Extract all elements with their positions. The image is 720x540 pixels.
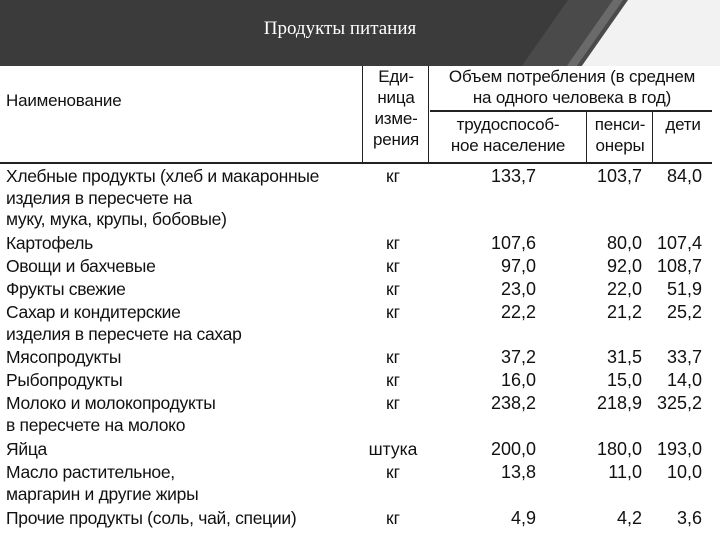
column-divider — [652, 110, 653, 162]
pensioners-value: 80,0 — [606, 233, 642, 253]
working-value: 133,7 — [490, 166, 536, 186]
working-value: 4,9 — [510, 508, 536, 528]
column-divider — [586, 110, 587, 162]
children-value: 108,7 — [656, 256, 702, 276]
product-name: Прочие продукты (соль, чай, специи) — [6, 508, 297, 528]
children-value: 51,9 — [666, 279, 702, 299]
pensioners-value: 15,0 — [606, 370, 642, 390]
product-name: Рыбопродукты — [6, 370, 123, 390]
children-value: 33,7 — [666, 347, 702, 367]
unit-cell: кг — [385, 508, 401, 528]
pensioners-value: 92,0 — [606, 256, 642, 276]
pensioners-value: 180,0 — [596, 439, 642, 459]
unit-cell: кг — [385, 462, 401, 482]
unit-cell: кг — [385, 370, 401, 390]
working-value: 23,0 — [500, 279, 536, 299]
unit-cell: кг — [385, 393, 401, 413]
children-value: 25,2 — [666, 302, 702, 322]
unit-cell: штука — [368, 439, 418, 459]
working-value: 37,2 — [500, 347, 536, 367]
working-value: 22,2 — [500, 302, 536, 322]
column-divider — [428, 66, 429, 162]
children-value: 14,0 — [666, 370, 702, 390]
unit-cell: кг — [385, 279, 401, 299]
header-bottom-rule — [0, 162, 712, 164]
food-consumption-table — [0, 66, 720, 540]
children-value: 107,4 — [656, 233, 702, 253]
product-name: Сахар и кондитерские изделия в пересчете на сахар — [6, 302, 242, 344]
column-header-name: Наименование — [6, 91, 122, 110]
slide-title: Продукты питания — [263, 18, 417, 39]
unit-cell: кг — [385, 233, 401, 253]
product-name: Фрукты свежие — [6, 279, 126, 299]
column-divider — [362, 66, 363, 162]
product-name: Масло растительное, маргарин и другие жиры — [6, 462, 199, 504]
column-header-unit: Еди- ница изме- рения — [373, 67, 419, 149]
product-name: Мясопродукты — [6, 347, 122, 367]
working-value: 200,0 — [490, 439, 536, 459]
unit-cell: кг — [385, 347, 401, 367]
column-header-consumption: Объем потребления (в среднем на одного человека в год) — [448, 67, 696, 107]
working-value: 238,2 — [490, 393, 536, 413]
working-value: 107,6 — [490, 233, 536, 253]
working-value: 97,0 — [500, 256, 536, 276]
product-name: Яйца — [6, 439, 47, 459]
pensioners-value: 21,2 — [606, 302, 642, 322]
product-name: Овощи и бахчевые — [6, 256, 156, 276]
pensioners-value: 103,7 — [596, 166, 642, 186]
children-value: 10,0 — [666, 462, 702, 482]
working-value: 13,8 — [500, 462, 536, 482]
children-value: 3,6 — [676, 508, 702, 528]
pensioners-value: 22,0 — [606, 279, 642, 299]
working-value: 16,0 — [500, 370, 536, 390]
children-value: 84,0 — [666, 166, 702, 186]
column-header-working-population: трудоспособ- ное население — [450, 115, 566, 155]
product-name: Молоко и молокопродукты в пересчете на молоко — [6, 393, 216, 435]
slide-header — [0, 0, 720, 66]
product-name: Хлебные продукты (хлеб и макаронные изделия в пересчете на муку, мука, крупы, бобовые) — [6, 166, 320, 229]
pensioners-value: 31,5 — [606, 347, 642, 367]
column-header-children: дети — [665, 115, 701, 134]
product-name: Картофель — [6, 233, 94, 253]
children-value: 193,0 — [656, 439, 702, 459]
unit-cell: кг — [385, 256, 401, 276]
header-divider — [430, 110, 712, 112]
pensioners-value: 218,9 — [596, 393, 642, 413]
children-value: 325,2 — [656, 393, 702, 413]
unit-cell: кг — [385, 302, 401, 322]
pensioners-value: 11,0 — [608, 462, 642, 482]
unit-cell: кг — [385, 166, 401, 186]
column-header-pensioners: пенси- онеры — [594, 115, 646, 155]
pensioners-value: 4,2 — [616, 508, 642, 528]
